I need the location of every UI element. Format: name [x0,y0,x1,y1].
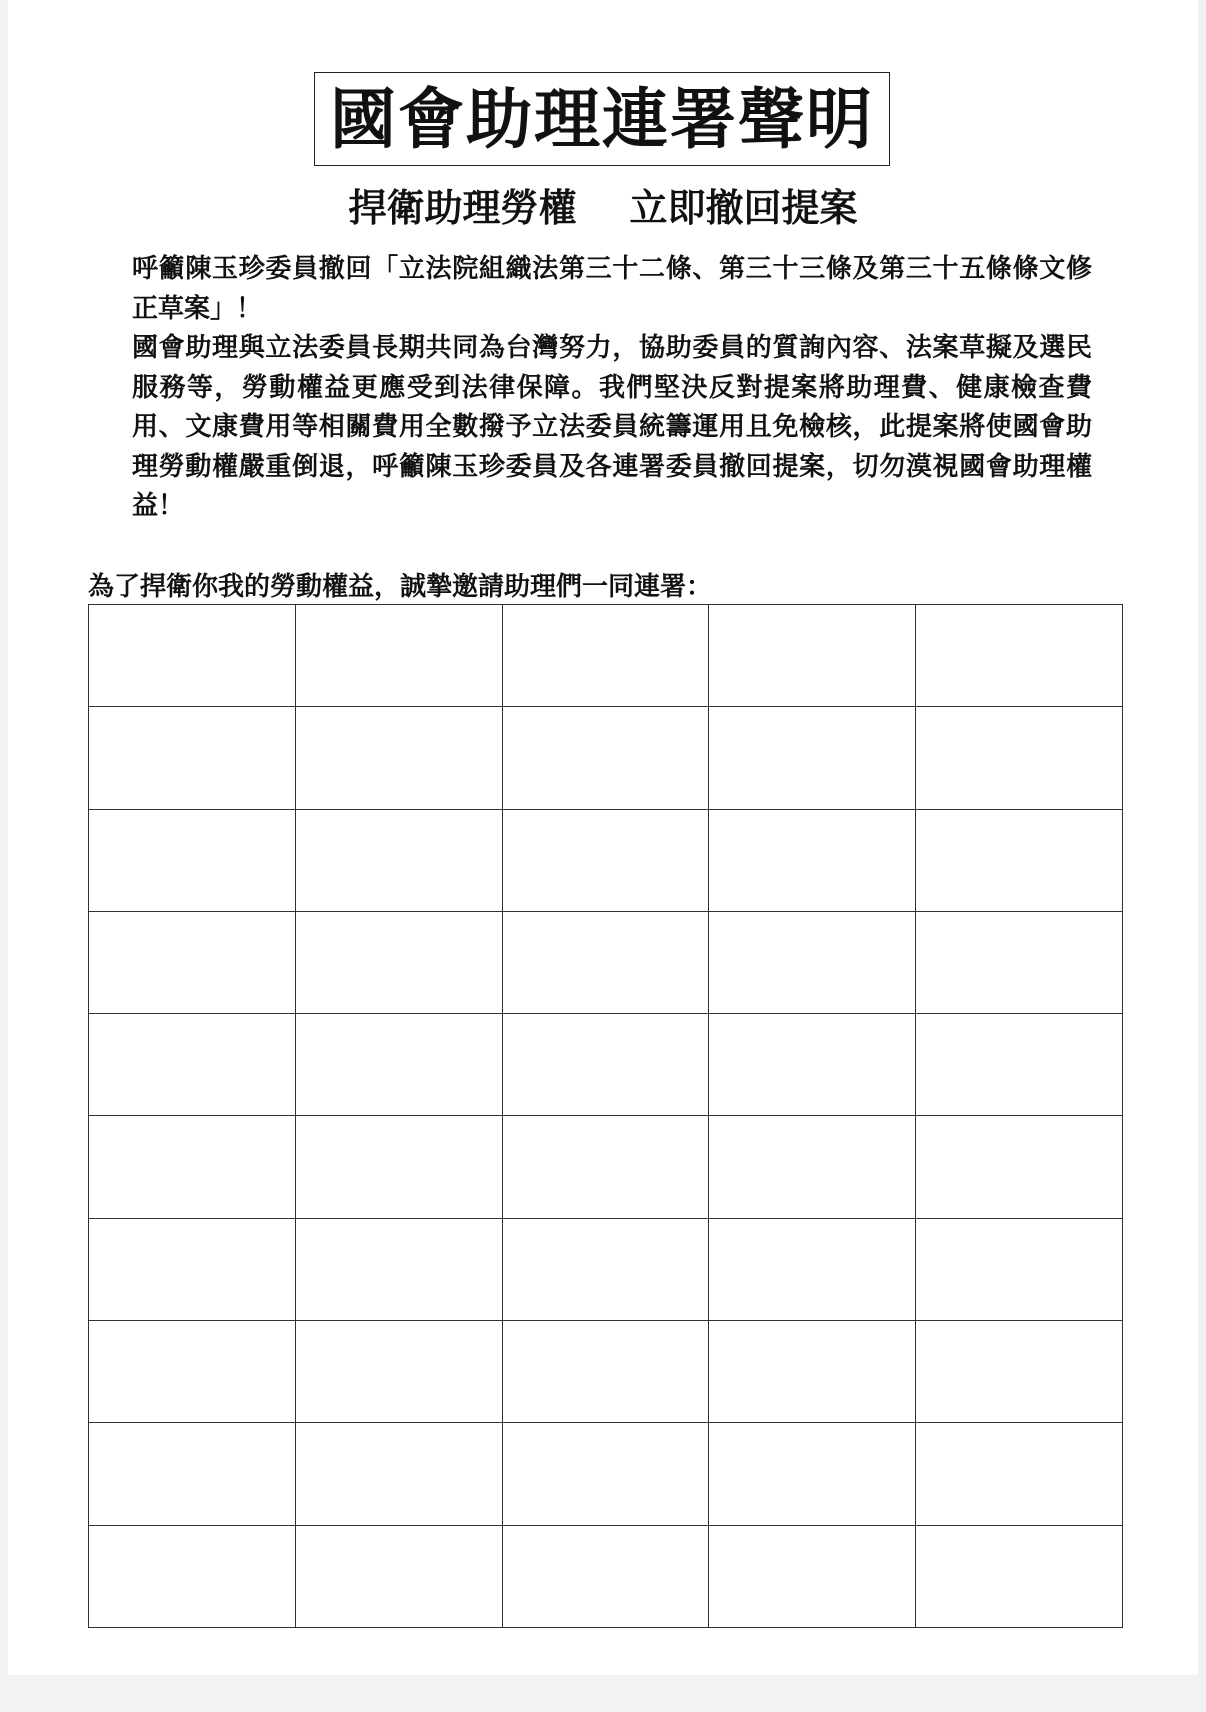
signature-table [88,604,1123,1628]
signature-row [89,1116,1123,1218]
statement-body [132,250,1092,527]
signature-cell[interactable] [916,1014,1123,1116]
signature-cell[interactable] [916,707,1123,809]
statement-paragraph: 呼籲陳玉珍委員撤回「立法院組織法第三十二條、第三十三條及第三十五條條文修正草案」！ [132,254,1092,324]
signature-cell[interactable] [502,911,709,1013]
signature-cell[interactable] [709,1014,916,1116]
signature-cell[interactable] [89,1014,296,1116]
signature-cell[interactable] [295,1321,502,1423]
signature-cell[interactable] [295,1116,502,1218]
signature-cell[interactable] [295,707,502,809]
signature-cell[interactable] [295,1525,502,1627]
signature-row [89,809,1123,911]
signature-cell[interactable] [916,1525,1123,1627]
signature-cell[interactable] [502,605,709,707]
signature-row [89,707,1123,809]
signature-row [89,1014,1123,1116]
signature-row [89,1423,1123,1525]
signature-cell[interactable] [709,605,916,707]
document-title: 國會助理連署聲明 [330,80,874,158]
signature-cell[interactable] [916,809,1123,911]
signature-cell[interactable] [502,1423,709,1525]
signature-cell[interactable] [89,1321,296,1423]
signature-cell[interactable] [502,809,709,911]
signature-cell[interactable] [916,605,1123,707]
signature-cell[interactable] [89,911,296,1013]
signature-cell[interactable] [709,1116,916,1218]
signature-cell[interactable] [502,707,709,809]
signature-cell[interactable] [916,1218,1123,1320]
signature-row [89,1321,1123,1423]
statement-paragraph: 國會助理與立法委員長期共同為台灣努力，協助委員的質詢內容、法案草擬及選民服務等，勞動權益更應受到法律保障。我們堅決反對提案將助理費、健康檢查費用、文康費用等相關費用全數撥予立法委員統籌運用且免檢核，此提案將使國會助理勞動權嚴重倒退，呼籲陳玉珍委員及各連署委員撤回提案，切勿漠視國會助理權益！ [132,333,1092,521]
signature-cell[interactable] [502,1218,709,1320]
signature-cell[interactable] [709,911,916,1013]
signature-row [89,911,1123,1013]
signature-cell[interactable] [89,605,296,707]
signature-cell[interactable] [502,1321,709,1423]
signature-cell[interactable] [709,1423,916,1525]
signature-cell[interactable] [295,1014,502,1116]
signature-cell[interactable] [916,1116,1123,1218]
signature-row [89,605,1123,707]
title-box [314,72,890,166]
signature-cell[interactable] [502,1014,709,1116]
signature-cell[interactable] [89,1525,296,1627]
signature-cell[interactable] [295,1423,502,1525]
invite-text: 為了捍衛你我的勞動權益，誠摯邀請助理們一同連署： [88,572,713,602]
signature-cell[interactable] [89,707,296,809]
signature-cell[interactable] [89,809,296,911]
signature-row [89,1218,1123,1320]
signature-cell[interactable] [709,1321,916,1423]
signature-cell[interactable] [709,809,916,911]
signature-cell[interactable] [89,1116,296,1218]
signature-cell[interactable] [89,1423,296,1525]
signature-row [89,1525,1123,1627]
signature-cell[interactable] [709,707,916,809]
document-subtitle: 捍衛助理勞權 立即撤回提案 [348,185,858,230]
signature-cell[interactable] [502,1116,709,1218]
signature-cell[interactable] [295,809,502,911]
signature-cell[interactable] [295,911,502,1013]
signature-cell[interactable] [89,1218,296,1320]
signature-cell[interactable] [709,1525,916,1627]
signature-cell[interactable] [916,1321,1123,1423]
signature-cell[interactable] [295,605,502,707]
signature-cell[interactable] [709,1218,916,1320]
signature-cell[interactable] [295,1218,502,1320]
signature-cell[interactable] [502,1525,709,1627]
signature-cell[interactable] [916,911,1123,1013]
signature-cell[interactable] [916,1423,1123,1525]
